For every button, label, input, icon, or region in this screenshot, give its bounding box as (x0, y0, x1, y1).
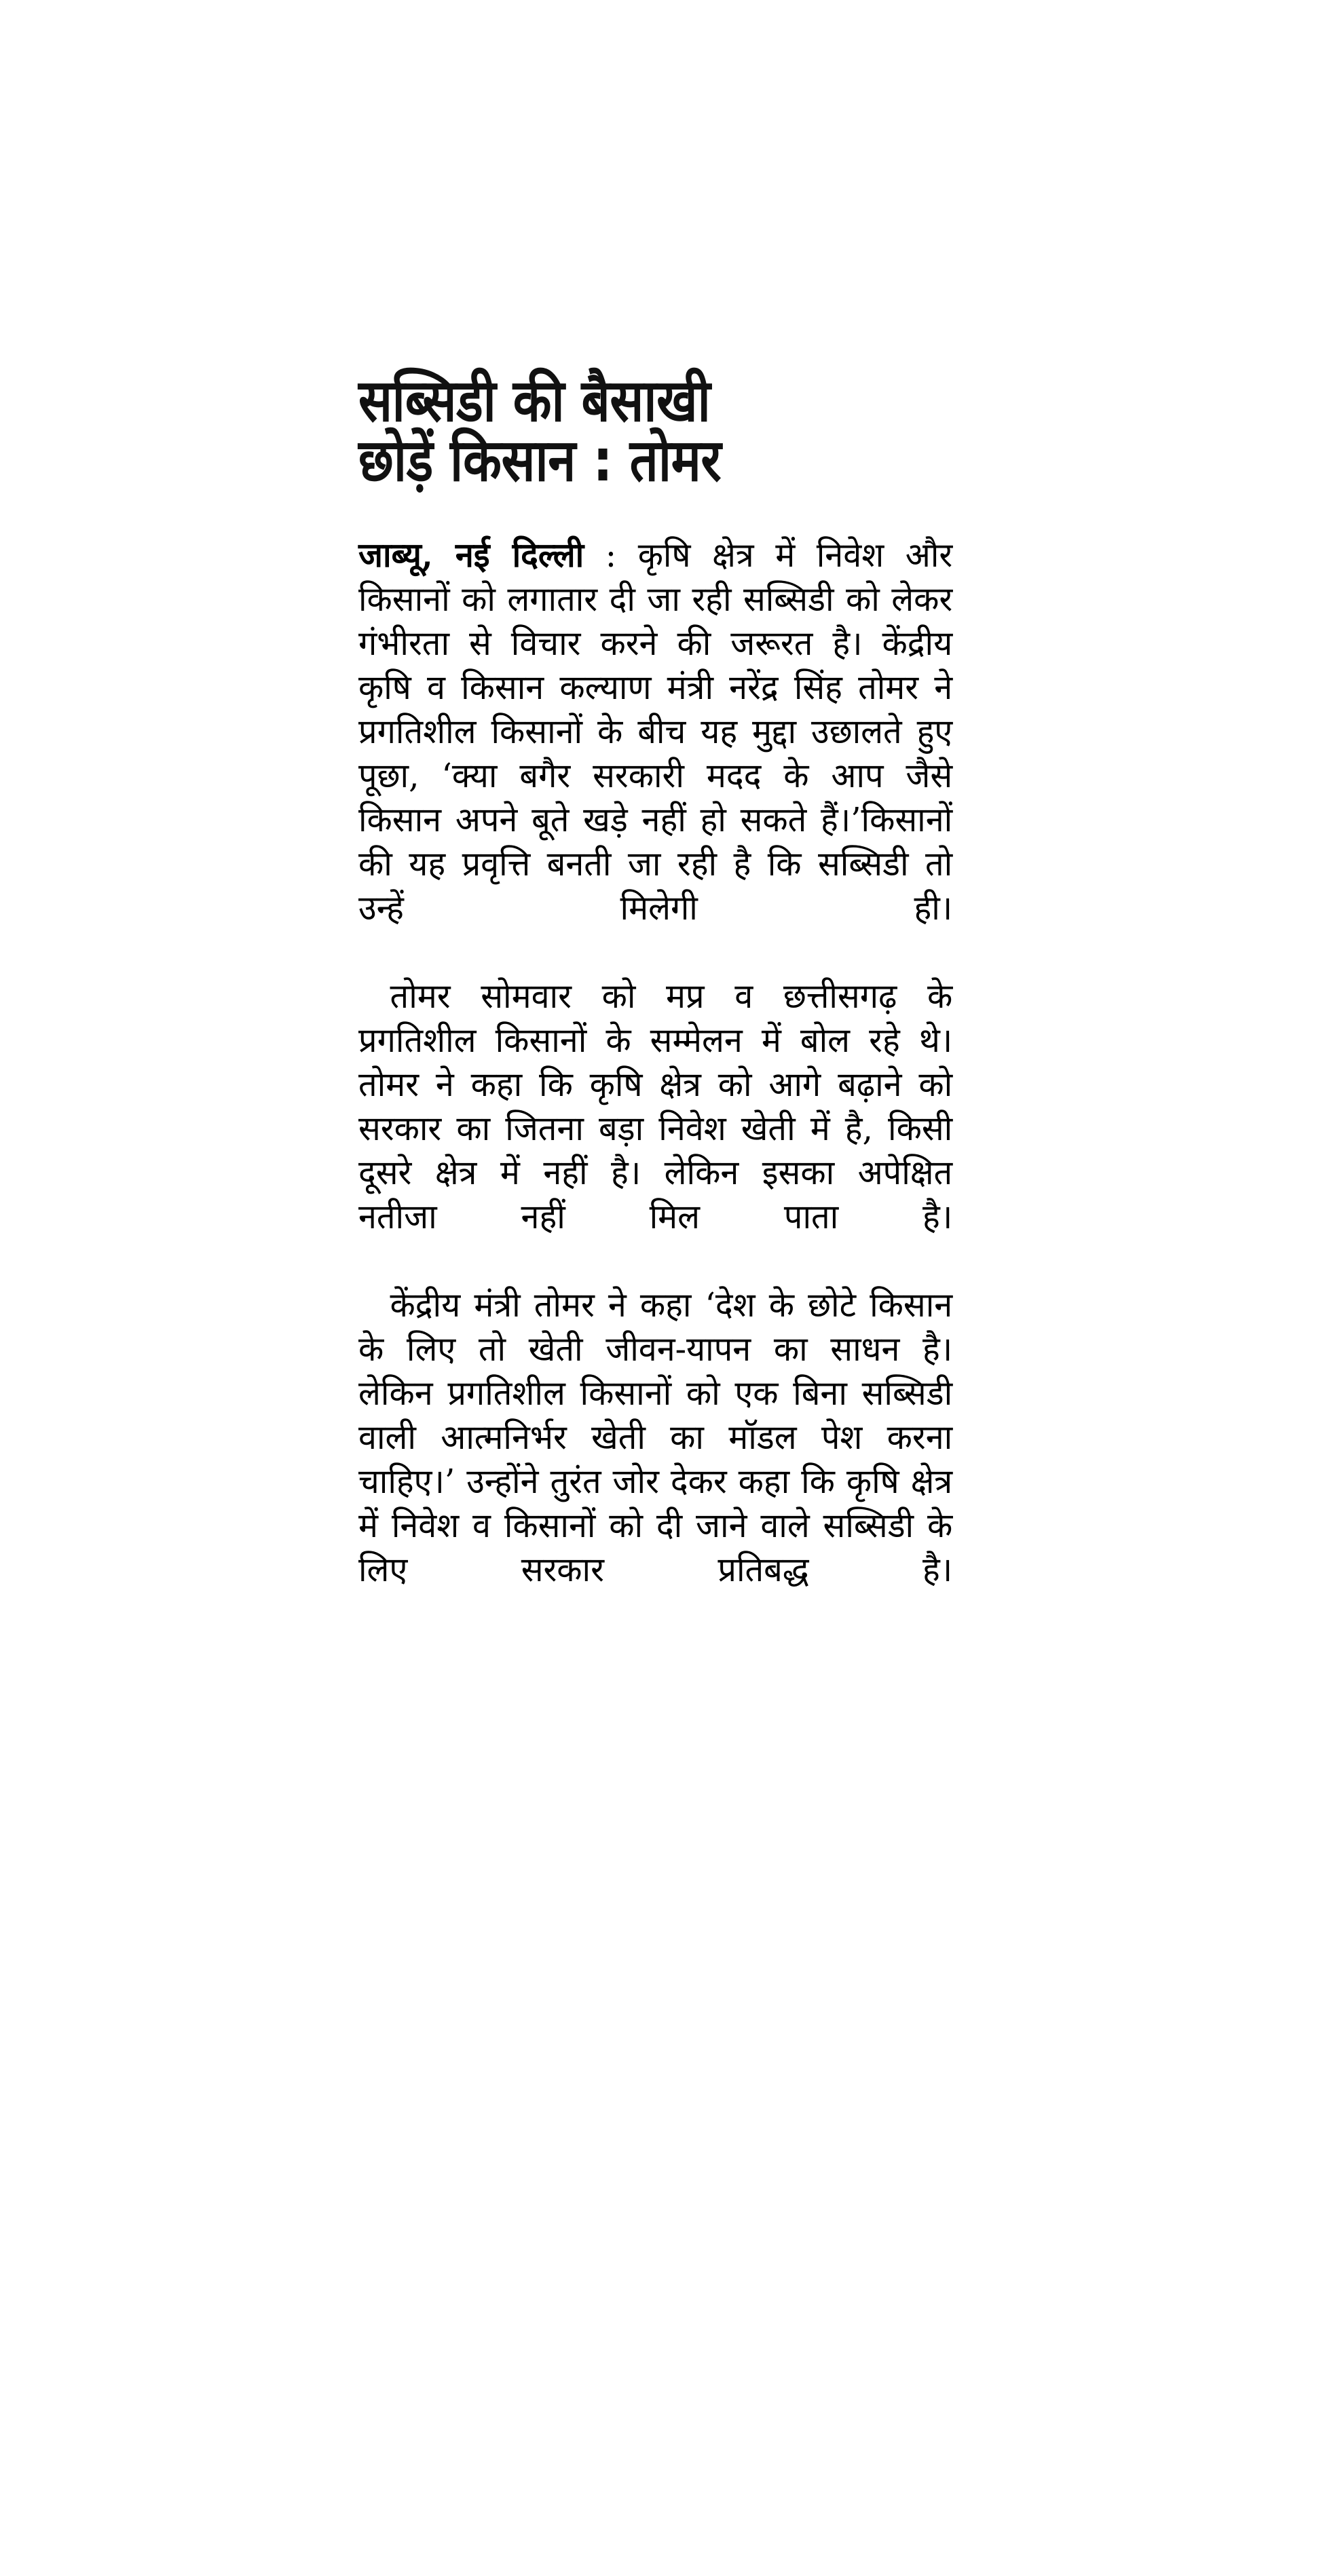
article-paragraph-1 (358, 533, 952, 974)
article-paragraph-3 (358, 1283, 952, 1636)
page-title (358, 367, 952, 495)
headline-line-2: छोड़ें किसान : तोमर (358, 426, 722, 495)
dateline: जाब्यू, नई दिल्ली (358, 535, 584, 575)
article (358, 367, 953, 1636)
paragraph-text: केंद्रीय मंत्री तोमर ने कहा ‘देश के छोटे किसान के लिए तो खेती जीवन-यापन का साधन है। लेकिन प्रगतिशील किसानों को एक बिना सब्सिडी वाली आत्मनिर्भर खेती का मॉडल पेश करना चाहिए।’ उन्होंने तुरंत जोर देकर कहा कि कृषि क्षेत्र में निवेश व किसानों को दी जाने वाले सब्सिडी के लिए सरकार प्रतिबद्ध है। (358, 1285, 953, 1590)
article-paragraph-2 (358, 974, 952, 1283)
article-body (358, 533, 953, 1636)
paragraph-text: कृषि क्षेत्र में निवेश और किसानों को लगातार दी जा रही सब्सिडी को लेकर गंभीरता से विचार करने की जरूरत है। केंद्रीय कृषि व किसान कल्याण मंत्री नरेंद्र सिंह तोमर ने प्रगतिशील किसानों के बीच यह मुद्दा उछालते हुए पूछा, ‘क्या बगैर सरकारी मदद के आप जैसे किसान अपने बूते खड़े नहीं हो सकते हैं।’किसानों की यह प्रवृत्ति बनती जा रही है कि सब्सिडी तो उन्हें मिलेगी ही। (358, 535, 953, 928)
headline-line-1: सब्सिडी की बैसाखी (358, 367, 711, 435)
dateline-separator: : (584, 535, 638, 575)
paragraph-text: तोमर सोमवार को मप्र व छत्तीसगढ़ के प्रगतिशील किसानों के सम्मेलन में बोल रहे थे। तोमर ने कहा कि कृषि क्षेत्र को आगे बढ़ाने को सरकार का जितना बड़ा निवेश खेती में है, किसी दूसरे क्षेत्र में नहीं है। लेकिन इसका अपेक्षित नतीजा नहीं मिल पाता है। (358, 977, 953, 1237)
